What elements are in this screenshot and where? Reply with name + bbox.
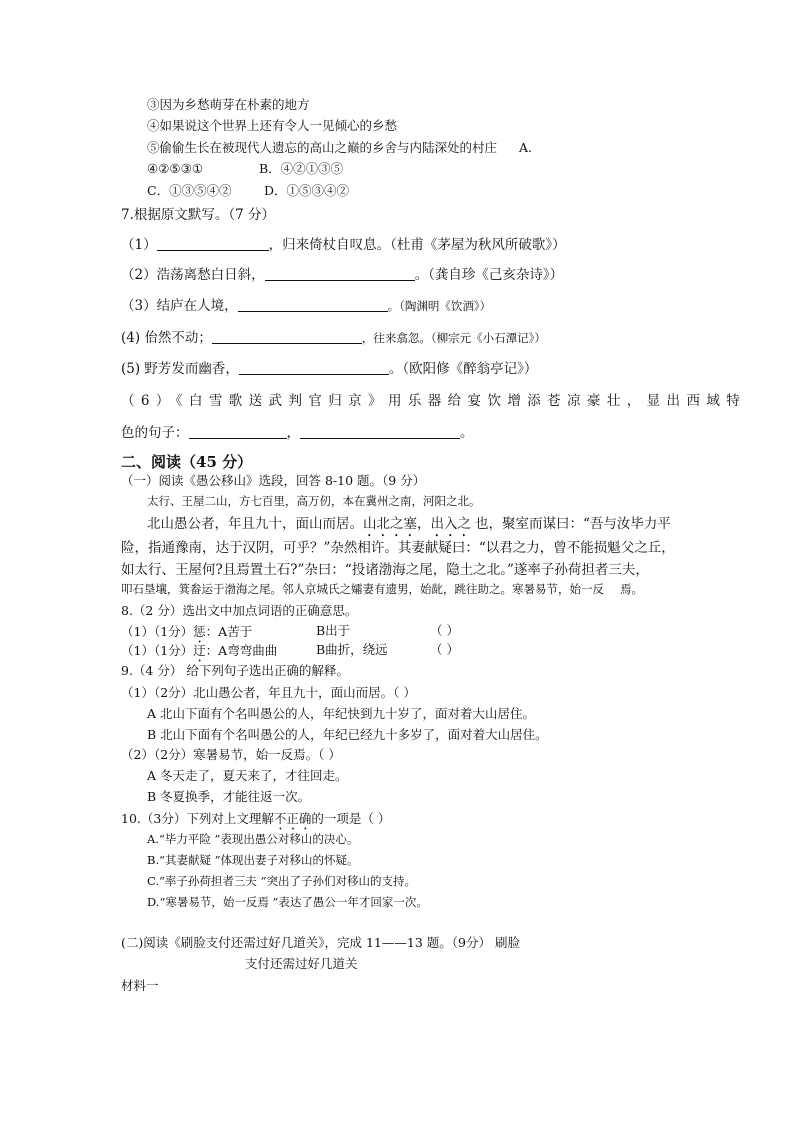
q7-line-6b: 色的句子： ， 。 — [121, 425, 474, 441]
q7-title: 7.根据原文默写。（7 分） — [121, 207, 276, 223]
reading-2-intro: (二)阅读《刷脸支付还需过好几道关》，完成 11——13 题。（9分） 刷脸 — [121, 935, 520, 950]
reading-1-intro: （一）阅读《愚公移山》选段，回答 8-10 题。（9 分） — [121, 473, 426, 488]
choice-a: ④②⑤③① — [147, 161, 204, 176]
choice-d: D．①⑤③④② — [264, 183, 350, 198]
section-2-heading: 二、阅读（45 分） — [121, 453, 253, 471]
q9-item-1-b: B 北山下面有个名叫愚公的人，年纪已经九十多岁了，面对着大山居住。 — [147, 727, 548, 742]
q10-option-c: C.“率子孙荷担者三夫 ”突出了子孙们对移山的支持。 — [147, 874, 416, 888]
q10-option-b: B.“其妻献疑 ”体现出妻子对移山的怀疑。 — [147, 853, 359, 867]
answer-blank[interactable] — [238, 299, 388, 312]
passage-line-4: 如太行、王屋何?且焉置土石?”杂曰：“投诸渤海之尾，隐土之北。”遂率子孙荷担者三夫， — [121, 562, 649, 578]
answer-blank[interactable] — [300, 426, 460, 439]
q9-title: 9.（4 分） 给下列句子选出正确的解释。 — [121, 663, 349, 678]
q7-line-3: （3）结庐在人境， 。（陶渊明《饮酒》） — [121, 298, 492, 314]
answer-blank[interactable] — [189, 426, 287, 439]
option-4: ④如果说这个世界上还有令人一见倾心的乡愁 — [147, 118, 398, 133]
passage-line-1: 太行、王屋二山，方七百里，高万仞，本在冀州之南，河阳之北。 — [147, 494, 481, 508]
passage-line-5: 叩石垦壤，箕畚运于渤海之尾。邻人京城氏之孀妻有遗男，始龀，跳往助之。寒暑易节，始一反 焉。 — [121, 582, 643, 596]
q7-line-1: （1） ，归来倚杖自叹息。（杜甫《茅屋为秋风所破歌》） — [121, 237, 566, 253]
answer-blank[interactable] — [157, 238, 269, 251]
q7-line-2: （2）浩荡离愁白日斜， 。（龚自珍《己亥杂诗》） — [121, 267, 564, 283]
q8-item-2-b: B曲折，绕远 — [316, 642, 388, 657]
choice-b: B．④②①③⑤ — [259, 161, 344, 176]
answer-paren[interactable]: （ ） — [430, 623, 459, 638]
option-5: ⑤偷偷生长在被现代人遗忘的高山之巅的乡舍与内陆深处的村庄 A. — [147, 140, 533, 155]
q7-line-5: (5) 野芳发而幽香， 。（欧阳修《醉翁亭记》） — [121, 361, 538, 377]
answer-blank[interactable] — [212, 331, 362, 344]
answer-blank[interactable] — [239, 362, 389, 375]
q10-option-d: D.“寒暑易节，始一反焉 ”表达了愚公一年才回家一次。 — [147, 895, 428, 909]
option-3: ③因为乡愁萌芽在朴素的地方 — [147, 97, 310, 112]
q8-title: 8.（2 分）选出文中加点词语的正确意思。 — [121, 603, 358, 618]
answer-a-label: A. — [519, 140, 533, 155]
q10-title: 10.（3分）下列对上文理解不正确的一项是（ ） — [121, 811, 391, 826]
q9-item-1: （1）（2分）北山愚公者，年且九十，面山而居。（ ） — [121, 685, 416, 700]
q7-line-4: (4) 佁然不动； ，往来翕忽。（柳宗元《小石潭记》） — [121, 330, 546, 346]
answer-paren[interactable]: （ ） — [430, 642, 459, 657]
q8-item-2: （1）（1分）迂：A弯弯曲曲 — [121, 643, 278, 658]
choice-c: C．①③⑤④② — [147, 183, 232, 198]
q8-item-1-b: B出于 — [316, 623, 351, 638]
q8-item-1: （1）（1分）惩：A苦于 — [121, 624, 253, 639]
q10-option-a: A.“毕力平险 ”表现出愚公对移山的决心。 — [147, 832, 359, 846]
passage-line-3: 险，指通豫南，达于汉阴，可乎？”杂然相许。其妻献疑曰：“以君之力，曾不能损魁父之丘， — [121, 540, 675, 556]
q9-item-2-a: A 冬天走了，夏天来了，才往回走。 — [147, 768, 348, 783]
reading-2-title-cont: 支付还需过好几道关 — [245, 956, 358, 971]
q7-line-6: （6）《白雪歌送武判官归京》用乐器给宴饮增添苍凉豪壮，显出西域特 — [121, 393, 747, 409]
q9-item-1-a: A 北山下面有个名叫愚公的人，年纪快到九十岁了，面对着大山居住。 — [147, 706, 536, 721]
q9-item-2-b: B 冬夏换季，才能往返一次。 — [147, 789, 311, 804]
q9-item-2: （2）（2分）寒暑易节，始一反焉。（ ） — [121, 747, 341, 762]
passage-line-2: 北山愚公者，年且九十，面山而居。山北之塞，出入之 也，聚室而谋曰：“吾与汝毕力平 — [147, 516, 671, 532]
material-one-label: 材料一 — [121, 978, 159, 993]
answer-blank[interactable] — [265, 268, 415, 281]
